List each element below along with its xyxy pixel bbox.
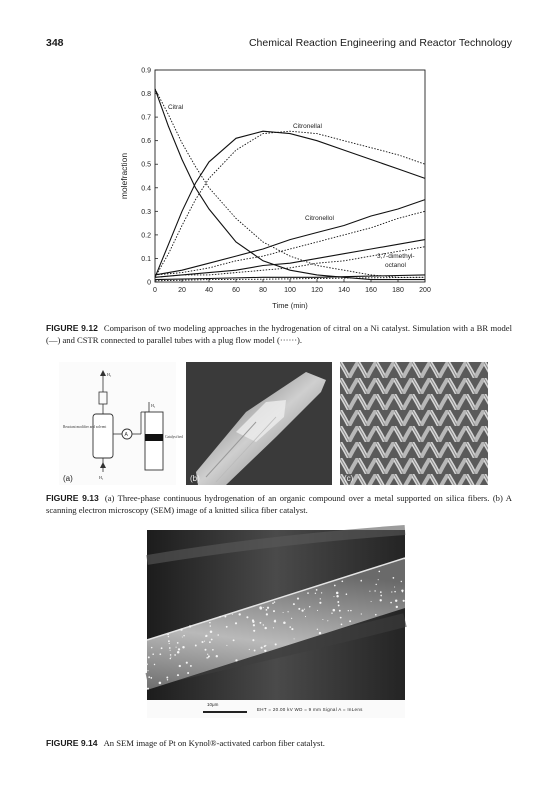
pt-particle <box>321 592 322 593</box>
scale-bar <box>203 711 247 713</box>
pt-particle <box>403 600 405 602</box>
pt-particle <box>177 674 179 676</box>
pt-particle <box>391 591 392 592</box>
pt-particle <box>331 612 332 613</box>
pt-particle <box>189 625 191 627</box>
pt-particle <box>320 598 321 599</box>
pt-particle <box>291 618 292 619</box>
pt-particle <box>336 595 338 597</box>
x-tick-label: 60 <box>232 287 240 294</box>
pt-particle <box>154 664 155 665</box>
schematic-label-catalyst: Catalyst bed <box>165 435 183 439</box>
pt-particle <box>273 610 275 612</box>
y-tick-label: 0.1 <box>141 255 151 263</box>
schematic-label-reactant: Reactant modifier and solvent <box>63 425 107 429</box>
pt-particle <box>209 641 211 643</box>
pt-particle <box>307 592 309 594</box>
pt-particle <box>341 580 343 582</box>
pt-particle <box>376 584 377 585</box>
caption-label: FIGURE 9.13 <box>46 493 99 503</box>
x-tick-label: 180 <box>392 287 404 294</box>
pt-particle <box>226 626 228 628</box>
pt-particle <box>301 609 303 611</box>
pt-particle <box>226 645 227 646</box>
pt-particle <box>317 629 318 630</box>
curve-label-citronellal: Citronellal <box>293 123 322 130</box>
plot-frame <box>155 70 425 282</box>
y-tick-label: 0.5 <box>141 161 151 169</box>
pt-particle <box>322 619 323 620</box>
pt-particle <box>272 602 274 604</box>
pt-particle <box>150 677 152 679</box>
pt-particle <box>179 665 181 667</box>
pt-particle <box>378 571 380 573</box>
pt-particle <box>294 638 295 639</box>
pt-particle <box>252 621 254 623</box>
figure-9-13-panel-c <box>340 362 488 485</box>
pt-particle <box>254 650 256 652</box>
pt-particle <box>253 630 255 632</box>
pt-particle <box>402 591 403 592</box>
pt-particle <box>249 649 250 650</box>
pt-particle <box>267 607 269 609</box>
pt-particle <box>395 599 397 601</box>
pt-particle <box>246 616 248 618</box>
pt-particle <box>309 606 310 607</box>
running-title: Chemical Reaction Engineering and Reactor Technology <box>248 37 512 49</box>
x-tick-label: 0 <box>153 287 157 294</box>
pt-particle <box>263 624 264 625</box>
pt-particle <box>186 662 188 664</box>
pt-particle <box>147 670 148 671</box>
pt-particle <box>208 655 210 657</box>
pt-particle <box>146 663 148 665</box>
figure-9-12-chart <box>115 62 445 312</box>
x-tick-label: 80 <box>259 287 267 294</box>
pt-particle <box>390 602 392 604</box>
pt-particle <box>207 654 208 655</box>
pt-particle <box>289 626 291 628</box>
pt-particle <box>178 648 180 650</box>
pt-particle <box>180 629 182 631</box>
pt-particle <box>217 634 219 636</box>
pt-particle <box>369 591 370 592</box>
pt-particle <box>235 659 237 661</box>
x-tick-label: 100 <box>284 287 296 294</box>
pt-particle <box>327 620 328 621</box>
pt-particle <box>170 650 171 651</box>
sem-fiber-image <box>147 530 405 700</box>
pt-particle <box>148 656 150 658</box>
pt-particle <box>275 643 277 645</box>
pt-particle <box>205 649 207 651</box>
pt-particle <box>341 624 343 626</box>
pt-particle <box>374 590 375 591</box>
pt-particle <box>170 654 172 656</box>
figure-9-13-panel-b <box>186 362 332 485</box>
pt-particle <box>166 677 168 679</box>
pt-particle <box>167 679 168 680</box>
pt-particle <box>319 602 321 604</box>
panel-label-b: (b) <box>190 474 200 483</box>
pt-particle <box>265 645 266 646</box>
pt-particle <box>151 647 152 648</box>
pt-particle <box>259 622 261 624</box>
pt-particle <box>333 609 336 612</box>
x-axis-label: Time (min) <box>272 301 308 310</box>
sem-info: EHT = 20.00 kV WD = 9 mm Signal A = InLens <box>257 707 363 712</box>
sem-info-bar <box>147 700 405 718</box>
pt-particle <box>298 608 300 610</box>
pt-particle <box>404 558 405 559</box>
figure-9-13-panel-a <box>59 362 183 485</box>
pt-particle <box>266 613 268 615</box>
pt-particle <box>168 636 169 637</box>
pt-particle <box>209 622 211 624</box>
pt-particle <box>378 579 379 580</box>
caption-text: (a) Three-phase continuous hydrogenation of an organic compound over a metal supported on silica fibers. (b) A scanning electron microscopy (SEM) image of a knitted silica fiber catalyst. <box>46 493 512 515</box>
y-tick-label: 0.2 <box>141 232 151 240</box>
y-tick-label: 0.4 <box>141 185 151 193</box>
pt-particle <box>338 604 340 606</box>
pt-particle <box>161 647 163 649</box>
pt-particle <box>337 601 339 603</box>
y-tick-label: 0.7 <box>141 114 151 122</box>
pt-particle <box>340 617 342 619</box>
figure-9-14-sem-image <box>147 530 405 718</box>
pt-particle <box>210 630 213 633</box>
y-tick-label: 0.9 <box>141 67 151 75</box>
pt-particle <box>259 606 262 609</box>
pt-particle <box>339 610 341 612</box>
pt-particle <box>305 616 306 617</box>
page-header <box>46 37 512 53</box>
pt-particle <box>174 654 176 656</box>
pt-particle <box>170 658 171 659</box>
pt-particle <box>211 639 213 641</box>
pt-particle <box>169 647 171 649</box>
pt-particle <box>205 635 207 637</box>
x-tick-label: 160 <box>365 287 377 294</box>
pt-particle <box>319 632 321 634</box>
pt-particle <box>206 657 207 658</box>
x-tick-label: 200 <box>419 287 431 294</box>
pt-particle <box>361 613 362 614</box>
pt-particle <box>334 585 336 587</box>
pt-particle <box>183 635 185 637</box>
x-tick-label: 40 <box>205 287 213 294</box>
pt-particle <box>232 614 233 615</box>
pt-particle <box>152 653 154 655</box>
pt-particle <box>182 637 183 638</box>
y-tick-label: 0.8 <box>141 91 151 99</box>
panel-label-c: (c) <box>344 474 354 483</box>
pt-particle <box>147 688 149 690</box>
pt-particle <box>380 595 382 597</box>
schematic-label-h2-top: H₂ <box>107 372 112 377</box>
pt-particle <box>212 649 214 651</box>
pt-particle <box>349 620 351 622</box>
pt-particle <box>233 639 235 641</box>
pt-particle <box>346 593 348 595</box>
pt-particle <box>176 647 177 648</box>
pt-particle <box>167 633 169 635</box>
curve-label-octanol: octanol <box>385 262 406 269</box>
pt-particle <box>380 599 382 601</box>
pt-particle <box>394 591 396 593</box>
pt-particle <box>394 586 395 587</box>
pt-particle <box>190 665 192 667</box>
pt-particle <box>316 589 318 591</box>
curve-label-citral: Citral <box>168 104 184 111</box>
sem-image-fiber-bundle <box>186 362 332 485</box>
caption-label: FIGURE 9.12 <box>46 323 98 333</box>
pt-particle <box>235 622 237 624</box>
pt-particle <box>375 614 377 616</box>
pt-particle <box>283 612 284 613</box>
pt-particle <box>401 581 402 582</box>
pt-particle <box>239 613 241 615</box>
page-number: 348 <box>46 37 64 49</box>
pt-particle <box>252 639 254 641</box>
panel-label-a: (a) <box>63 474 73 483</box>
pt-particle <box>177 642 179 644</box>
y-tick-label: 0.3 <box>141 208 151 216</box>
schematic-label-h2-right: H₂ <box>151 403 156 408</box>
pt-particle <box>168 640 170 642</box>
y-tick-label: 0 <box>147 279 151 287</box>
pt-particle <box>148 676 150 678</box>
pt-particle <box>348 610 349 611</box>
pt-particle <box>182 646 184 648</box>
curve-label-citronellol: Citronellol <box>305 215 334 222</box>
pt-particle <box>273 627 274 628</box>
y-tick-label: 0.6 <box>141 138 151 146</box>
schematic-label-pump: A <box>124 432 128 438</box>
pt-particle <box>216 655 218 657</box>
figure-9-13-caption <box>46 492 512 516</box>
pt-particle <box>266 609 268 611</box>
pt-particle <box>297 598 299 600</box>
pt-particle <box>336 592 339 595</box>
pt-particle <box>304 609 305 610</box>
pt-particle <box>169 643 170 644</box>
caption-text: Comparison of two modeling approaches in the hydrogenation of citral on a Ni catalyst. Simulation with a BR model (—) and CSTR connected to parallel tubes with a plug flow model (······). <box>46 323 512 345</box>
pt-particle <box>187 672 189 674</box>
reactor-schematic <box>59 362 183 485</box>
pt-particle <box>333 596 334 597</box>
pt-particle <box>360 580 362 582</box>
pt-particle <box>219 616 221 618</box>
pt-particle <box>380 591 382 593</box>
pt-particle <box>274 601 275 602</box>
pt-particle <box>371 601 372 602</box>
pt-particle <box>177 651 180 654</box>
pt-particle <box>350 610 351 611</box>
pt-particle <box>283 621 286 624</box>
pt-particle <box>396 606 398 608</box>
pt-particle <box>293 603 295 605</box>
pt-particle <box>261 647 263 649</box>
curve-label-dimethyl: 3,7-dimethyl- <box>377 253 415 260</box>
pt-particle <box>210 625 212 627</box>
figure-9-14-caption <box>46 737 512 749</box>
y-axis-label: molefraction <box>119 152 129 200</box>
pt-particle <box>263 607 264 608</box>
pt-particle <box>274 620 276 622</box>
x-tick-label: 140 <box>338 287 350 294</box>
pt-particle <box>393 577 395 579</box>
pt-particle <box>315 593 316 594</box>
x-tick-label: 20 <box>178 287 186 294</box>
schematic-label-h2-bottom: H₂ <box>99 475 104 480</box>
pt-particle <box>201 641 203 643</box>
pt-particle <box>291 628 293 630</box>
caption-text: An SEM image of Pt on Kynol®-activated carbon fiber catalyst. <box>103 738 325 748</box>
pt-particle <box>224 616 226 618</box>
pt-particle <box>204 641 205 642</box>
knitted-fiber-image <box>340 362 488 485</box>
pt-particle <box>264 650 266 652</box>
scale-bar-label: 10μm <box>207 702 219 707</box>
pt-particle <box>170 657 171 658</box>
pt-particle <box>195 645 197 647</box>
caption-label: FIGURE 9.14 <box>46 738 98 748</box>
pt-particle <box>317 610 318 611</box>
figure-9-12-caption <box>46 322 512 346</box>
pt-particle <box>264 627 266 629</box>
x-tick-label: 120 <box>311 287 323 294</box>
pt-particle <box>159 682 162 685</box>
pt-particle <box>287 611 288 612</box>
pt-particle <box>253 624 255 626</box>
pt-particle <box>159 653 161 655</box>
